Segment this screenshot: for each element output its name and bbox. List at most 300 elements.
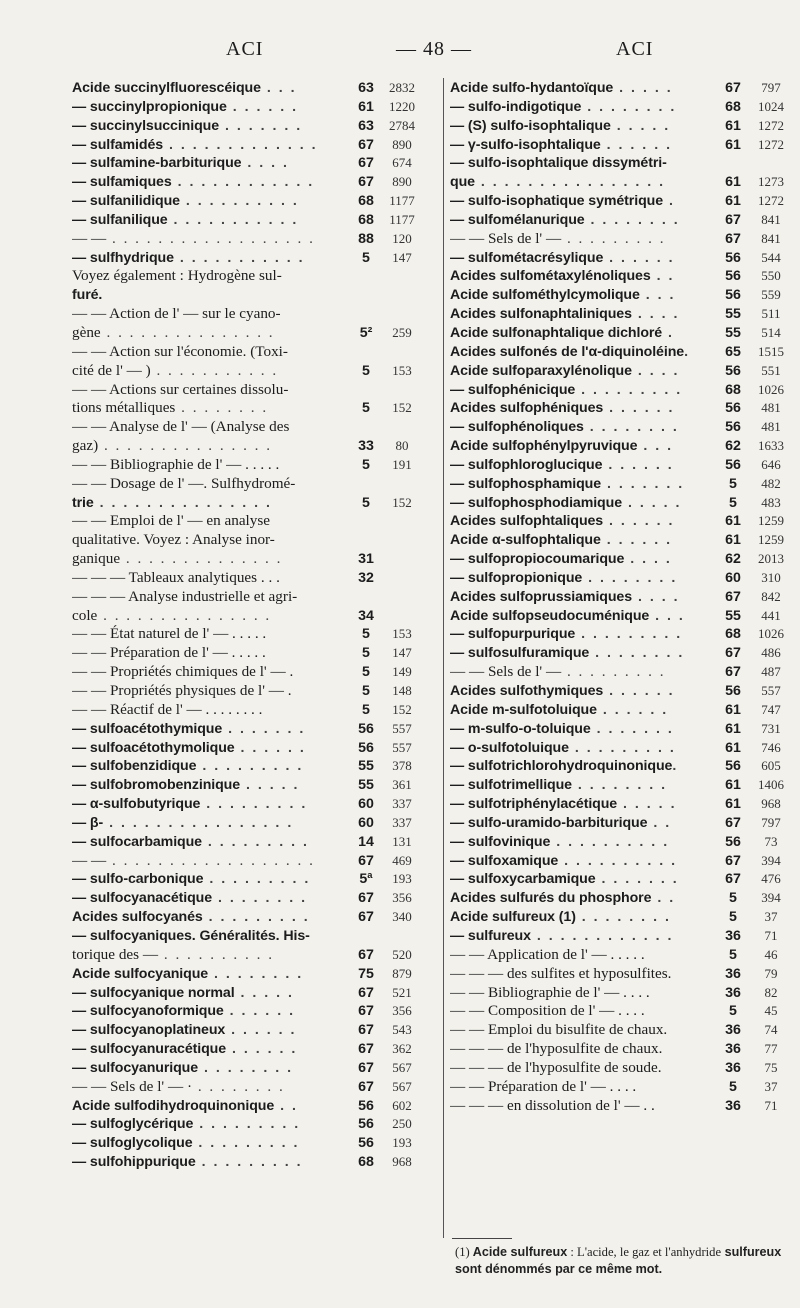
page-header [0, 38, 800, 68]
index-entry [72, 494, 440, 513]
volume-number: 56 [725, 683, 741, 699]
entry-label [72, 418, 289, 437]
entry-label [450, 720, 674, 739]
entry-label [450, 512, 674, 531]
leader-dots: . . . . . [622, 494, 682, 511]
entry-text: — sulfo-uramido-barbiturique [450, 814, 648, 831]
index-entry [72, 173, 440, 192]
index-entry [450, 249, 794, 268]
volume-number: 68 [358, 211, 374, 228]
volume-number: 55 [725, 306, 741, 323]
entry-text: — — Bibliographie de l' — . . . . . [72, 455, 280, 473]
volume-number: 61 [725, 532, 741, 549]
entry-text: — sulfophosphamique [450, 475, 602, 492]
entry-label [72, 494, 272, 513]
entry-text: — — — des sulfites et hyposulfites. [450, 964, 672, 982]
entry-text: — sulfosulfuramique [450, 645, 590, 662]
entry-text: — sulfocyanurique [72, 1059, 199, 1076]
page-reference: 37 [764, 909, 778, 925]
index-entry [72, 418, 440, 437]
index-entry [72, 588, 440, 607]
leader-dots: . [662, 324, 674, 341]
entry-text: — m-sulfo-o-toluique [450, 720, 591, 737]
entry-text: Acide sulfonaphtalique dichloré [450, 324, 663, 341]
volume-number: 60 [358, 796, 374, 813]
volume-number: 56 [725, 758, 741, 775]
page-reference: 674 [392, 155, 412, 171]
leader-dots: . . . . . . . . . [192, 1135, 300, 1152]
page-reference: 337 [392, 814, 412, 830]
entry-text: — — Composition de l' — . . . . [450, 1002, 645, 1020]
index-entry [450, 381, 794, 400]
entry-label [72, 437, 272, 456]
volume-number: 5 [729, 494, 737, 511]
volume-number: 68 [725, 381, 741, 398]
entry-text: gaz) [72, 437, 99, 455]
index-entry [72, 1059, 440, 1078]
entry-label [72, 701, 262, 720]
index-entry [72, 381, 440, 400]
page-reference: 551 [761, 362, 781, 378]
index-entry [72, 870, 440, 889]
entry-text: — — Sels de l' — [450, 663, 562, 681]
leader-dots: . . . . . . . [595, 871, 679, 888]
index-entry [72, 776, 440, 795]
page-reference: 557 [392, 739, 412, 755]
page-reference: 77 [764, 1041, 778, 1057]
entry-label [72, 682, 292, 701]
volume-number: 67 [725, 230, 741, 247]
index-column-left [72, 79, 440, 1172]
entry-label [72, 1021, 297, 1040]
entry-label [450, 531, 672, 550]
entry-text: — — Propriétés chimiques de l' — . [72, 663, 294, 681]
entry-text: — sulfophloroglucique [450, 456, 603, 473]
index-entry [450, 984, 794, 1003]
page-reference: 1633 [758, 438, 784, 454]
entry-label [72, 927, 310, 946]
volume-number: 56 [725, 362, 741, 379]
volume-number: 5 [362, 249, 370, 266]
entry-text: furé. [72, 287, 103, 304]
entry-text: — sulfotriphénylacétique [450, 796, 618, 813]
page-reference: 46 [764, 946, 778, 962]
leader-dots: . . [650, 268, 675, 285]
leader-dots: . . . . . . . . . . . [173, 249, 305, 266]
page-reference: 486 [761, 645, 781, 661]
entry-text: Acides sulfurés du phosphore [450, 890, 652, 907]
index-entry [72, 607, 440, 626]
page-reference: 567 [392, 1059, 412, 1075]
leader-dots: . . . . . . . . . . . . [530, 927, 674, 944]
page-reference: 1273 [758, 174, 784, 190]
index-entry [72, 965, 440, 984]
leader-dots: . . . . . . . [222, 720, 306, 737]
entry-text: — — Propriétés physiques de l' — . [72, 682, 292, 699]
entry-text: — — Sels de l' — [450, 229, 562, 247]
index-entry [450, 343, 794, 362]
entry-text: — sulfobromobenzinique [72, 777, 241, 794]
index-entry [450, 154, 794, 173]
entry-text: Acides sulfothymiques [450, 683, 604, 699]
volume-number: 5 [729, 1003, 737, 1020]
leader-dots: . . . . . . . . . . [158, 945, 274, 963]
volume-number: 88 [358, 230, 374, 247]
volume-number: 67 [358, 174, 374, 191]
volume-number: 5 [362, 664, 370, 681]
entry-label [72, 984, 294, 1003]
page-reference: 1024 [758, 98, 784, 114]
volume-number: 56 [358, 1116, 374, 1133]
volume-number: 5 [362, 683, 370, 699]
entry-label [72, 1059, 293, 1078]
page-reference: 152 [392, 701, 412, 717]
index-entry [450, 98, 794, 117]
index-entry [72, 1153, 440, 1172]
entry-label [72, 381, 288, 400]
page-reference: 250 [392, 1116, 412, 1132]
entry-text: — sulfoacétothymique [72, 720, 223, 737]
entry-text: — succinylsuccinique [72, 117, 220, 134]
entry-text: — — — Tableaux analytiques . . . [72, 568, 280, 586]
index-entry [450, 776, 794, 795]
entry-label [72, 1040, 297, 1059]
page-reference: 153 [392, 626, 412, 642]
leader-dots: . . . . . . [603, 513, 675, 530]
entry-label [450, 625, 682, 644]
entry-text: — sulfomélanurique [450, 211, 585, 228]
leader-dots: . . . . . [617, 796, 677, 813]
volume-number: 5 [729, 946, 737, 963]
volume-number: 55 [725, 607, 741, 624]
entry-label [72, 1097, 298, 1116]
entry-label [450, 870, 679, 889]
index-entry [450, 870, 794, 889]
entry-label [450, 1002, 645, 1021]
entry-text: — sulfopurpurique [450, 626, 576, 643]
entry-text: — sulfo-carbonique [72, 871, 204, 888]
leader-dots: . . . . . . . . [581, 98, 677, 115]
volume-number: 68 [358, 1154, 374, 1171]
leader-dots: . . . . . . . . . . . . . . . . . . [106, 851, 315, 869]
entry-text: — sulfocarbamique [72, 833, 202, 850]
entry-label [72, 1002, 295, 1021]
leader-dots: . . . . . . [603, 683, 675, 699]
volume-number: 67 [725, 588, 741, 605]
entry-label [450, 324, 674, 343]
entry-label [72, 286, 102, 305]
volume-number: 61 [725, 513, 741, 530]
volume-number: 36 [725, 1059, 741, 1076]
entry-label [72, 249, 305, 268]
volume-number: 5ª [359, 871, 373, 888]
page-reference: 1515 [758, 343, 784, 359]
index-entry [450, 644, 794, 663]
entry-text: — — Dosage de l' —. Sulfhydromé- [72, 474, 296, 492]
leader-dots: . . . . . [613, 80, 673, 96]
footnote-bold-term: Acide sulfureux [472, 1245, 568, 1259]
entry-text: — sulfohippurique [72, 1154, 196, 1171]
index-entry [450, 607, 794, 626]
entry-label [72, 625, 266, 644]
entry-label [72, 720, 305, 739]
page-reference: 191 [392, 456, 412, 472]
page-reference: 746 [761, 739, 781, 755]
entry-label [450, 852, 677, 871]
index-entry [72, 286, 440, 305]
leader-dots: . . . . . . [226, 98, 299, 115]
entry-text: Acides sulfométaxylénoliques [450, 268, 651, 285]
index-entry [450, 136, 794, 155]
entry-text: — sulfométacrésylique [450, 249, 604, 266]
page-reference: 483 [761, 494, 781, 510]
entry-label [450, 833, 669, 852]
volume-number: 67 [725, 664, 741, 681]
volume-number: 56 [725, 456, 741, 473]
index-entry [450, 814, 794, 833]
leader-dots: . . [651, 890, 676, 907]
entry-text: Acide α-sulfophtalique [450, 532, 601, 549]
page-reference: 147 [392, 645, 412, 661]
entry-text: — sulfocyanoplatineux [72, 1022, 226, 1039]
entry-text: — sulfoglycérique [72, 1116, 194, 1133]
leader-dots: . . . . . . . . . [203, 871, 311, 888]
entry-label [450, 154, 667, 173]
index-entry [450, 475, 794, 494]
page-reference: 797 [761, 80, 781, 95]
leader-dots: . . . . . . . . . [200, 796, 308, 813]
leader-dots: . . . . . . . . . . . . . . . [98, 437, 273, 455]
entry-label [72, 607, 271, 626]
index-entry [72, 889, 440, 908]
entry-label [450, 663, 666, 682]
entry-text: — — — en dissolution de l' — . . [450, 1096, 655, 1114]
entry-label [450, 286, 675, 305]
leader-dots: . . [274, 1097, 298, 1114]
volume-number: 5 [362, 645, 370, 662]
page-reference: 511 [761, 306, 781, 322]
entry-text: Acide sulfométhylcymolique [450, 287, 640, 304]
index-entry [450, 173, 794, 192]
leader-dots: . . . . . . . [601, 475, 685, 492]
volume-number: 68 [725, 626, 741, 643]
page-reference: 1259 [758, 513, 784, 529]
entry-label [450, 136, 672, 155]
entry-text: Acide sulfopseudocuménique [450, 607, 650, 624]
leader-dots: . . . . . . [225, 1022, 297, 1039]
page-reference: 2832 [389, 80, 415, 95]
entry-label [450, 381, 682, 400]
leader-dots: . . . . . . . . . [201, 833, 309, 850]
volume-number: 61 [725, 777, 741, 794]
entry-label [72, 173, 314, 192]
page-reference: 1259 [758, 532, 784, 548]
entry-label [72, 946, 274, 965]
entry-label [72, 1078, 285, 1097]
volume-number: 56 [725, 419, 741, 436]
page-reference: 340 [392, 909, 412, 925]
entry-text: — — Action sur l'économie. (Toxi- [72, 342, 288, 360]
entry-text: — — — Analyse industrielle et agri- [72, 587, 298, 605]
page-reference: 75 [764, 1059, 778, 1075]
volume-number: 55 [358, 758, 374, 775]
entry-label [450, 776, 667, 795]
entry-label [450, 418, 679, 437]
entry-label [450, 795, 677, 814]
entry-text: — sulfocyaniques. Généralités. His- [72, 927, 310, 944]
volume-number: 5 [729, 1078, 737, 1095]
entry-label [72, 456, 279, 475]
leader-dots: . . . . . . . . . . [558, 852, 678, 869]
page-reference: 148 [392, 683, 412, 698]
volume-number: 67 [725, 852, 741, 869]
index-entry [72, 230, 440, 249]
page-reference: 605 [761, 758, 781, 774]
entry-label [450, 305, 679, 324]
entry-text: — — Bibliographie de l' — . . . . [450, 983, 650, 1001]
index-entry [72, 1115, 440, 1134]
entry-text: — — Sels de l' — · [72, 1077, 193, 1095]
volume-number: 67 [725, 80, 741, 96]
page-reference: 544 [761, 249, 781, 265]
index-entry [450, 682, 794, 701]
index-entry [72, 154, 440, 173]
entry-label [450, 1097, 655, 1116]
entry-label [450, 739, 676, 758]
entry-label [72, 324, 275, 343]
entry-label [450, 550, 672, 569]
page-reference: 879 [392, 965, 412, 981]
entry-text: Acide sulfoparaxylénolique [450, 362, 632, 379]
page-reference: 2013 [758, 551, 784, 567]
volume-number: 67 [358, 984, 374, 1001]
page-reference: 469 [392, 852, 412, 868]
index-entry [450, 833, 794, 852]
entry-label [72, 1115, 300, 1134]
volume-number: 56 [725, 268, 741, 285]
entry-label [72, 512, 270, 531]
volume-number: 61 [725, 720, 741, 737]
entry-text: — — Action de l' — sur le cyano- [72, 305, 281, 323]
leader-dots: . . . . . . . . . [202, 909, 310, 926]
entry-text: — sulfophénoliques [450, 419, 584, 436]
leader-dots: . [684, 343, 691, 360]
entry-text: — sulfanilique [72, 211, 168, 228]
index-entry [450, 324, 794, 343]
page-reference: 2784 [389, 117, 415, 133]
leader-dots: . . . [260, 80, 297, 96]
leader-dots: . . . . . [234, 984, 294, 1001]
page-reference: 149 [392, 664, 412, 680]
entry-label [72, 305, 281, 324]
entry-label [450, 230, 666, 249]
leader-dots: . . . . [632, 588, 680, 605]
entry-text: — o-sulfotoluique [450, 739, 569, 756]
leader-dots: . . . . . . . . . . . . . . . [100, 323, 275, 341]
index-entry [72, 456, 440, 475]
leader-dots: . . . . . . . . . [196, 758, 304, 775]
index-entry [450, 418, 794, 437]
volume-number: 5 [729, 475, 737, 492]
entry-text: — — [72, 851, 107, 869]
page-reference: 646 [761, 456, 781, 472]
page-reference: 550 [761, 268, 781, 284]
entry-label [72, 1134, 299, 1153]
index-entry [72, 1021, 440, 1040]
volume-number: 67 [358, 136, 374, 153]
entry-label [450, 814, 671, 833]
index-entry [450, 1097, 794, 1116]
page-reference: 747 [761, 701, 781, 717]
entry-text: Acides sulfophtaliques [450, 513, 604, 530]
page-reference: 193 [392, 1135, 412, 1151]
index-entry [72, 343, 440, 362]
page-reference: 394 [761, 852, 781, 868]
index-entry [72, 1097, 440, 1116]
entry-label [450, 946, 645, 965]
leader-dots: . . . . . . . . [589, 645, 685, 662]
index-entry [450, 286, 794, 305]
index-entry [450, 362, 794, 381]
leader-dots: . . . . . . . . [584, 211, 680, 228]
index-entry [450, 399, 794, 418]
entry-text: — β- [72, 814, 104, 831]
leader-dots: . . . . . . . . . . . . . . . . [103, 814, 294, 831]
leader-dots: . . . . . . . . . [195, 1154, 303, 1171]
entry-text: — — Analyse de l' — (Analyse des [72, 418, 290, 436]
entry-label [450, 644, 684, 663]
entry-text: — sulfo-isophtalique dissymétri- [450, 155, 667, 172]
leader-dots: . . . . . . [603, 400, 675, 417]
volume-number: 67 [358, 1003, 374, 1020]
volume-number: 36 [725, 1041, 741, 1058]
entry-label [72, 79, 297, 98]
leader-dots: . . . . . . [600, 532, 673, 549]
volume-number: 67 [725, 645, 741, 662]
entry-text: Acides sulfophéniques [450, 400, 604, 417]
volume-number: 31 [358, 551, 374, 568]
footnote-text: : L'acide, le gaz et l'anhydride [567, 1245, 722, 1259]
volume-number: 5 [362, 701, 370, 718]
entry-label [72, 531, 275, 550]
index-entry [72, 569, 440, 588]
volume-number: 67 [358, 155, 374, 172]
entry-text: — (S) sulfo-isophtalique [450, 117, 611, 134]
page-reference: 71 [764, 1097, 778, 1113]
volume-number: 61 [725, 796, 741, 813]
volume-number: 63 [358, 117, 374, 134]
leader-dots: . . . [639, 287, 676, 304]
index-entry [72, 98, 440, 117]
page-reference: 1026 [758, 381, 784, 397]
page-reference: 1272 [758, 136, 784, 152]
page-reference: 147 [392, 249, 412, 265]
leader-dots: . . . . . . . . [212, 890, 308, 907]
entry-text: — sulfocyanuracétique [72, 1041, 227, 1058]
entry-label [72, 211, 298, 230]
volume-number: 36 [725, 965, 741, 982]
page-reference: 74 [764, 1022, 778, 1038]
entry-label [72, 399, 268, 418]
entry-text: — sulfhydrique [72, 249, 174, 266]
index-entry [450, 79, 794, 98]
entry-text: — succinylpropionique [72, 98, 227, 115]
entry-label [72, 644, 266, 663]
index-entry [450, 117, 794, 136]
page-reference: 1406 [758, 777, 784, 793]
page-reference: 797 [761, 814, 781, 830]
volume-number: 5 [362, 400, 370, 417]
